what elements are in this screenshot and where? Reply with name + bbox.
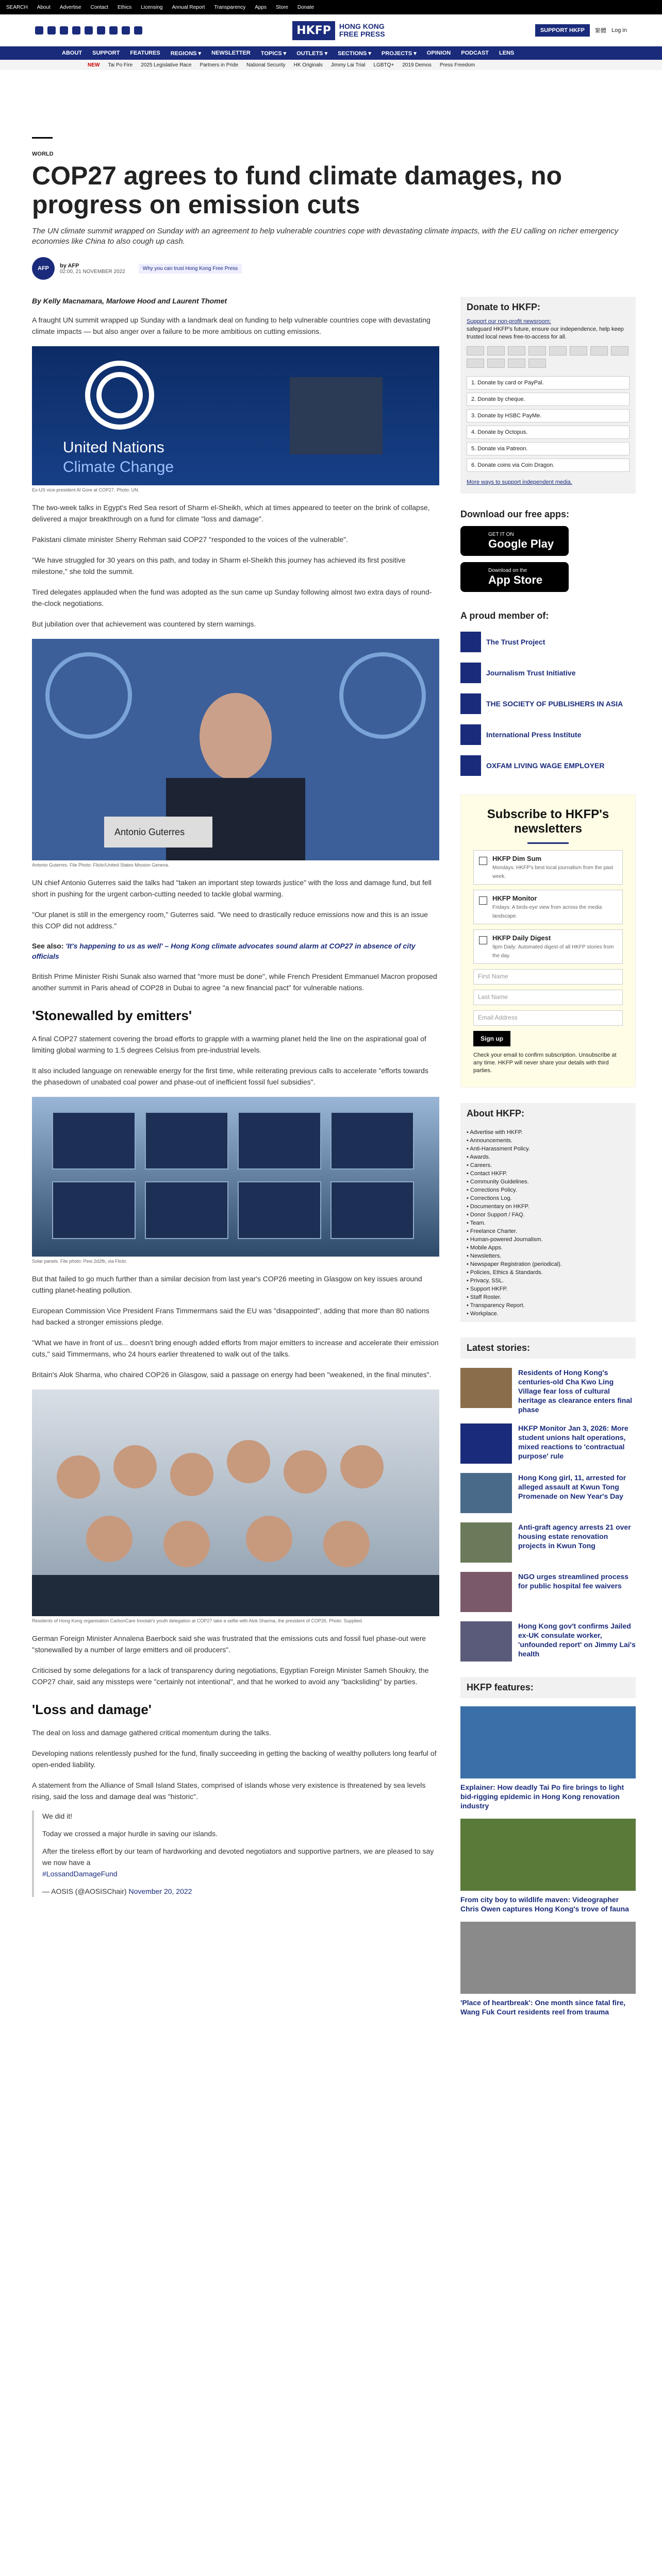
donate-options: [460, 376, 636, 472]
donate-text: Support our non-profit newsroom: safeguard HKFP's future, ensure our independence, help keep trusted local news free-to-access for all.: [467, 318, 624, 340]
story-title[interactable]: Residents of Hong Kong's centuries-old Cha Kwo Ling Village fear loss of cultural heritage as clearance enters final phase: [518, 1368, 632, 1414]
brand-bar: [0, 14, 662, 46]
ticker-item[interactable]: Jimmy Lai Trial: [330, 62, 366, 68]
more-ways-link[interactable]: More ways to support independent media.: [467, 479, 572, 485]
top-link-ethics[interactable]: Ethics: [117, 4, 132, 10]
article-dek: The UN climate summit wrapped on Sunday with an agreement to help vulnerable countries cope with devastating climate impacts, with the EU calling on richer emergency economies like China to also cough up cash.: [32, 227, 619, 246]
paragraph: UN chief Antonio Guterres said the talks had "taken an important step towards justice" with the loss and damage fund, but fell short in pushing for the urgent carbon-cutting needed to tackle global warming.: [32, 878, 432, 898]
last-name-input[interactable]: Last Name: [473, 990, 623, 1005]
paragraph: But that failed to go much further than a similar decision from last year's COP26 meeting in Glasgow on key issues around cutting planet-heating pollution.: [32, 1275, 422, 1294]
story-thumbnail[interactable]: [460, 1423, 512, 1464]
sopa-icon: [460, 693, 481, 714]
about-link[interactable]: • Staff Roster.: [467, 1294, 502, 1300]
nav-lens[interactable]: LENS: [499, 50, 515, 56]
main-nav: [0, 46, 662, 60]
byline-meta: [60, 263, 125, 275]
section-rule: [32, 137, 53, 139]
story-title[interactable]: NGO urges streamlined process for public hospital fee waivers: [518, 1572, 628, 1590]
login-link[interactable]: Log in: [611, 27, 627, 33]
solar-panel-icon: [32, 1097, 439, 1257]
linkedin-icon[interactable]: [109, 26, 118, 35]
top-link-advertise[interactable]: Advertise: [59, 4, 81, 10]
language-toggle[interactable]: 繁體: [595, 28, 607, 34]
story-thumbnail[interactable]: [460, 1621, 512, 1662]
top-link-licensing[interactable]: Licensing: [141, 4, 163, 10]
about-list: [460, 1124, 636, 1322]
about-link[interactable]: • Newspaper Registration (periodical).: [467, 1261, 562, 1267]
unionpay-icon: [549, 346, 567, 355]
threads-icon[interactable]: [72, 26, 80, 35]
donate-option[interactable]: 4. Donate by Octopus.: [467, 426, 630, 439]
logo-mark: HKFP: [292, 21, 335, 40]
article-body: [32, 297, 439, 1897]
member-logo[interactable]: OXFAM LIVING WAGE EMPLOYER: [460, 755, 636, 776]
feature-story[interactable]: [460, 1819, 636, 1913]
ipi-icon: [460, 724, 481, 745]
about-link[interactable]: • Donor Support / FAQ.: [467, 1212, 525, 1218]
story-thumbnail[interactable]: [460, 1522, 512, 1563]
ticker-new-badge: NEW: [88, 62, 100, 68]
about-link[interactable]: • Team.: [467, 1220, 486, 1226]
about-link[interactable]: • Workplace.: [467, 1311, 499, 1317]
solar-panels-photo[interactable]: [32, 1097, 439, 1257]
about-link[interactable]: • Contact HKFP.: [467, 1171, 507, 1177]
site-logo[interactable]: [292, 21, 385, 40]
article-title: COP27 agrees to fund climate damages, no progress on emission cuts: [32, 161, 562, 219]
logo-name: HONG KONG FREE PRESS: [339, 22, 385, 38]
feature-image[interactable]: [460, 1922, 636, 1994]
tweet-attribution: — AOSIS (@AOSISChair) November 20, 2022: [42, 1887, 192, 1895]
byline-row: [32, 257, 630, 280]
features-title: HKFP features:: [460, 1677, 636, 1698]
fps-icon: [467, 359, 484, 368]
tweet-date-link[interactable]: November 20, 2022: [128, 1887, 192, 1895]
top-link-store[interactable]: Store: [276, 4, 288, 10]
feature-title[interactable]: From city boy to wildlife maven: Videographer Chris Owen captures Hong Kong's trove of fauna: [460, 1895, 629, 1913]
support-button[interactable]: SUPPORT HKFP: [535, 24, 590, 37]
about-link[interactable]: • Anti-Harassment Policy.: [467, 1146, 530, 1152]
about-link[interactable]: • Human-powered Journalism.: [467, 1236, 543, 1243]
newsletter-note: Check your email to confirm subscription. Unsubscribe at any time. HKFP will never share your details with third parties.: [473, 1052, 617, 1074]
donate-option[interactable]: 5. Donate via Patreon.: [467, 442, 630, 455]
nav-podcast[interactable]: PODCAST: [461, 50, 489, 56]
paragraph: British Prime Minister Rishi Sunak also warned that "more must be done", while French President Emmanuel Macron proposed another summit in Paris ahead of COP28 in Dubai to agree "a new financial pact" for vulnerable nations.: [32, 972, 437, 992]
about-link[interactable]: • Transparency Report.: [467, 1302, 525, 1309]
payment-cards: [460, 341, 636, 373]
member-logo[interactable]: International Press Institute: [460, 724, 636, 745]
donate-option[interactable]: 6. Donate coins via Coin Dragon.: [467, 459, 630, 472]
email-input[interactable]: Email Address: [473, 1010, 623, 1026]
paragraph: Pakistani climate minister Sherry Rehman said COP27 "responded to the voices of the vulnerable".: [32, 535, 349, 544]
photo-caption: Ex-US vice-president Al Gore at COP27. Photo: UN.: [32, 487, 140, 493]
octopus-icon: [590, 346, 608, 355]
story-title[interactable]: HKFP Monitor Jan 3, 2026: More student unions halt operations, mixed reactions to 'contractual purpose' rule: [518, 1424, 628, 1460]
donate-title: Donate to HKFP:: [460, 297, 636, 318]
top-bar: [0, 0, 662, 14]
photo-caption: Residents of Hong Kong organisation CarbonCare Innolab's youth delegation at COP27 take a selfie with Alok Sharma, the president of COP26. Photo: Supplied.: [32, 1618, 363, 1623]
paragraph: The two-week talks in Egypt's Red Sea resort of Sharm el-Sheikh, which at times appeared to teeter on the brink of collapse, delivered a major breakthrough on a fund for climate "loss and damage".: [32, 503, 430, 523]
member-logo[interactable]: Journalism Trust Initiative: [460, 663, 636, 683]
latest-story[interactable]: [460, 1473, 636, 1513]
nav-about[interactable]: ABOUT: [62, 50, 82, 56]
nav-projects[interactable]: PROJECTS ▾: [381, 50, 417, 57]
bitcoin-icon: [528, 359, 546, 368]
tweet-line: We did it!: [42, 1812, 73, 1820]
subheading: 'Stonewalled by emitters': [32, 1008, 192, 1023]
newsletter-title: Subscribe to HKFP's newsletters: [487, 807, 609, 836]
features-list: [460, 1706, 636, 2016]
see-also-link[interactable]: 'It's happening to us as well' – Hong Kong climate advocates sound alarm at COP27 in absence of city officials: [32, 942, 416, 960]
embedded-tweet: [32, 1810, 439, 1897]
paragraph: A fraught UN summit wrapped up Sunday with a landmark deal on funding to help vulnerable countries cope with devastating climate impacts — but also anger over a failure to be more ambitious on cutting emissions.: [32, 316, 431, 335]
donate-option[interactable]: 3. Donate by HSBC PayMe.: [467, 409, 630, 422]
latest-section: [460, 1337, 636, 1662]
payme-icon: [611, 346, 628, 355]
newsletter-box: [460, 794, 636, 1088]
social-icons: [35, 26, 142, 35]
newsletter-option-checkbox[interactable]: HKFP Monitor Fridays: A birds-eye view from across the media landscape.: [473, 890, 623, 924]
member-title: A proud member of:: [460, 611, 636, 621]
guterres-photo[interactable]: [32, 639, 439, 860]
amex-icon: [528, 346, 546, 355]
about-link[interactable]: • Privacy, SSL.: [467, 1278, 504, 1284]
oxfam-icon: [460, 755, 481, 776]
publish-date: 02:00, 21 NOVEMBER 2022: [60, 268, 125, 275]
about-link[interactable]: • Documentary on HKFP.: [467, 1204, 529, 1210]
latest-story[interactable]: [460, 1621, 636, 1662]
about-link[interactable]: • Policies, Ethics & Standards.: [467, 1269, 543, 1276]
ticker-item[interactable]: National Security: [246, 62, 286, 68]
top-link-search[interactable]: SEARCH: [6, 4, 28, 10]
paragraph: Developing nations relentlessly pushed for the fund, finally succeeding in getting the backing of wealthy polluters long fearful of open-ended liability.: [32, 1749, 437, 1769]
jcb-icon: [570, 346, 587, 355]
donate-option[interactable]: 2. Donate by cheque.: [467, 393, 630, 406]
feature-image[interactable]: [460, 1706, 636, 1778]
latest-story[interactable]: [460, 1572, 636, 1612]
see-also-label: See also:: [32, 942, 64, 950]
membership-section: [460, 611, 636, 776]
about-link[interactable]: • Announcements.: [467, 1138, 512, 1144]
ticker-item[interactable]: HK Originals: [293, 62, 323, 68]
about-box: [460, 1103, 636, 1322]
email-icon[interactable]: [134, 26, 142, 35]
photo-caption: Solar panels. File photo: Pew 2d2fb, via Flickr.: [32, 1259, 127, 1264]
latest-story[interactable]: [460, 1368, 636, 1414]
paypal-icon: [467, 346, 484, 355]
top-link-about[interactable]: About: [37, 4, 51, 10]
latest-title: Latest stories:: [460, 1337, 636, 1359]
paragraph: A statement from the Alliance of Small Island States, comprised of islands whose very existence is threatened by sea levels rising, said the loss and damage deal was "historic".: [32, 1781, 426, 1801]
about-link[interactable]: • Community Guidelines.: [467, 1179, 529, 1185]
about-link[interactable]: • Careers.: [467, 1162, 492, 1168]
paragraph: "What we have in front of us... doesn't bring enough added efforts from major emitters to increase and accelerate their emission cuts," said Timmermans, who 24 hours earlier threatened to walk out of the talks.: [32, 1338, 439, 1358]
youtube-icon[interactable]: [85, 26, 93, 35]
subheading: 'Loss and damage': [32, 1702, 152, 1717]
newsletter-option-checkbox[interactable]: HKFP Dim Sum Mondays: HKFP's best local journalism from the past week.: [473, 850, 623, 885]
about-link[interactable]: • Mobile Apps.: [467, 1245, 503, 1251]
member-logo[interactable]: THE SOCIETY OF PUBLISHERS IN ASIA: [460, 693, 636, 714]
mastercard-icon: [508, 346, 525, 355]
author-avatar[interactable]: AFP: [32, 257, 55, 280]
nav-outlets[interactable]: OUTLETS ▾: [296, 50, 328, 57]
top-link-transparency[interactable]: Transparency: [214, 4, 246, 10]
paragraph: The deal on loss and damage gathered critical momentum during the talks.: [32, 1728, 271, 1737]
first-name-input[interactable]: First Name: [473, 969, 623, 985]
story-thumbnail[interactable]: [460, 1368, 512, 1408]
feature-image[interactable]: [460, 1819, 636, 1891]
newsletter-option-checkbox[interactable]: HKFP Daily Digest 9pm Daily: Automated digest of all HKFP stories from the day.: [473, 929, 623, 964]
sidebar: [460, 297, 636, 2016]
app-store-button[interactable]: Download on the App Store: [460, 562, 569, 592]
donate-link[interactable]: Support our non-profit newsroom:: [467, 318, 551, 325]
rss-icon[interactable]: [122, 26, 130, 35]
paragraph: It also included language on renewable energy for the first time, while reiterating previous calls to accelerate "efforts towards the phasedown of unabated coal power and phase-out of inefficient fossil fuel subsidies".: [32, 1066, 428, 1086]
group-selfie-icon: [32, 1389, 439, 1616]
telegram-icon[interactable]: [97, 26, 105, 35]
brand-actions: [535, 24, 627, 37]
photo-caption: Antonio Guterres. File Photo: Flickr/United States Mission Geneva.: [32, 862, 170, 868]
photo-banner-subtext: Climate Change: [63, 459, 174, 476]
paragraph: A final COP27 statement covering the broad efforts to grapple with a warming planet held the line on the aspirational goal of limiting global warming to 1.5 degrees Celsius from pre-industrial levels.: [32, 1035, 426, 1054]
wechat-pay-icon: [508, 359, 525, 368]
un-climate-photo[interactable]: [32, 346, 439, 485]
see-also: [32, 941, 439, 961]
youth-delegation-photo[interactable]: [32, 1389, 439, 1616]
about-link[interactable]: • Freelance Charter.: [467, 1228, 518, 1234]
visa-icon: [487, 346, 505, 355]
feature-story[interactable]: [460, 1706, 636, 1810]
google-play-button[interactable]: GET IT ON Google Play: [460, 526, 569, 556]
story-title[interactable]: Anti-graft agency arrests 21 over housing estate renovation projects in Kwun Tong: [518, 1523, 631, 1550]
ticker-item[interactable]: Press Freedom: [439, 62, 475, 68]
name-plate: Antonio Guterres: [114, 827, 185, 837]
latest-list: [460, 1368, 636, 1662]
paragraph: "We have struggled for 30 years on this path, and today in Sharm el-Sheikh this journey has achieved its first positive milestone," she told the summit.: [32, 556, 406, 575]
section-kicker[interactable]: WORLD: [32, 151, 54, 157]
nav-regions[interactable]: REGIONS ▾: [170, 50, 202, 57]
article-authors: By Kelly Macnamara, Marlowe Hood and Laurent Thomet: [32, 297, 227, 305]
tweet-hashtag-link[interactable]: #LossandDamageFund: [42, 1870, 118, 1878]
guterres-figure-icon: [32, 639, 439, 860]
top-link-contact[interactable]: Contact: [90, 4, 108, 10]
alipay-icon: [487, 359, 505, 368]
story-thumbnail[interactable]: [460, 1473, 512, 1513]
newsletter-rule: [527, 842, 569, 844]
paragraph: Tired delegates applauded when the fund was adopted as the sun came up Sunday following almost two extra days of round-the-clock negotiations.: [32, 588, 432, 607]
article-header: [32, 70, 630, 280]
nav-features[interactable]: FEATURES: [130, 50, 160, 56]
ticker-item[interactable]: 2019 Demos: [402, 62, 432, 68]
tweet-line: After the tireless effort by our team of hardworking and devoted negotiators and supportive partners, we are pleased to say we now have a #LossandDamageFund: [42, 1847, 434, 1878]
paragraph: European Commission Vice President Frans Timmermans said the EU was "disappointed", adding that more than 80 nations had backed a stronger emissions pledge.: [32, 1307, 429, 1326]
facebook-icon[interactable]: [35, 26, 43, 35]
nav-topics[interactable]: TOPICS ▾: [260, 50, 287, 57]
photo-banner-text: United Nations: [63, 439, 164, 456]
nav-newsletter[interactable]: NEWSLETTER: [211, 50, 251, 56]
trust-link[interactable]: Why you can trust Hong Kong Free Press: [139, 264, 242, 274]
twitter-icon[interactable]: [47, 26, 56, 35]
instagram-icon[interactable]: [60, 26, 68, 35]
signup-button[interactable]: Sign up: [473, 1031, 510, 1046]
paragraph: "Our planet is still in the emergency room," Guterres said. "We need to drastically reduce emissions now and this is an issue this COP did not address.": [32, 910, 428, 930]
paragraph: But jubilation over that achievement was countered by stern warnings.: [32, 620, 256, 628]
story-thumbnail[interactable]: [460, 1572, 512, 1612]
about-title: About HKFP:: [460, 1103, 636, 1124]
byline-author[interactable]: by AFP: [60, 262, 79, 269]
nav-sections[interactable]: SECTIONS ▾: [338, 50, 371, 57]
about-link[interactable]: • Corrections Log.: [467, 1195, 512, 1201]
nav-opinion[interactable]: OPINION: [426, 50, 451, 56]
paragraph: Criticised by some delegations for a lack of transparency during negotiations, Egyptian Foreign Minister Sameh Shoukry, the COP27 chair, said any missteps were "certainly not intentional", and that he worked to avoid any "backsliding" by parties.: [32, 1666, 429, 1686]
apps-title: Download our free apps:: [460, 509, 636, 520]
feature-title[interactable]: Explainer: How deadly Tai Po fire brings to light bid-rigging epidemic in Hong Kong renovation industry: [460, 1783, 624, 1810]
ticker-item[interactable]: Tai Po Fire: [108, 62, 133, 68]
top-link-annual-report[interactable]: Annual Report: [172, 4, 205, 10]
nav-support[interactable]: SUPPORT: [92, 50, 120, 56]
member-logo[interactable]: The Trust Project: [460, 632, 636, 652]
paragraph: Britain's Alok Sharma, who chaired COP26 in Glasgow, said a passage on energy had been "weakened, in the final minutes".: [32, 1370, 432, 1379]
latest-story[interactable]: [460, 1423, 636, 1464]
top-link-donate[interactable]: Donate: [297, 4, 315, 10]
paragraph: German Foreign Minister Annalena Baerbock said she was frustrated that the emissions cuts and fossil fuel phase-out were "stonewalled by a number of large emitters and oil producers".: [32, 1634, 426, 1654]
about-link[interactable]: • Support HKFP.: [467, 1286, 508, 1292]
top-link-apps[interactable]: Apps: [255, 4, 267, 10]
latest-story[interactable]: [460, 1522, 636, 1563]
feature-story[interactable]: [460, 1922, 636, 2016]
about-link[interactable]: • Corrections Policy.: [467, 1187, 517, 1193]
feature-title[interactable]: 'Place of heartbreak': One month since fatal fire, Wang Fuk Court residents reel from trauma: [460, 1998, 626, 2016]
story-title[interactable]: Hong Kong gov't confirms Jailed ex-UK consulate worker, 'unfounded report' on Jimmy Lai's health: [518, 1622, 636, 1658]
donate-box: [460, 297, 636, 494]
ticker-item[interactable]: Partners in Pride: [200, 62, 239, 68]
ticker-item[interactable]: LGBTQ+: [373, 62, 394, 68]
story-title[interactable]: Hong Kong girl, 11, arrested for alleged assault at Kwun Tong Promenade on New Year's Day: [518, 1473, 626, 1500]
about-link[interactable]: • Advertise with HKFP.: [467, 1129, 523, 1136]
tweet-line: Today we crossed a major hurdle in saving our islands.: [42, 1829, 218, 1838]
apps-section: [460, 509, 636, 592]
about-link[interactable]: • Awards.: [467, 1154, 490, 1160]
about-link[interactable]: • Newsletters.: [467, 1253, 502, 1259]
donate-option[interactable]: 1. Donate by card or PayPal.: [467, 376, 630, 389]
ticker-bar: [0, 60, 662, 70]
jti-icon: [460, 663, 481, 683]
trust-project-icon: [460, 632, 481, 652]
ticker-item[interactable]: 2025 Legislative Race: [141, 62, 192, 68]
features-section: [460, 1677, 636, 2016]
